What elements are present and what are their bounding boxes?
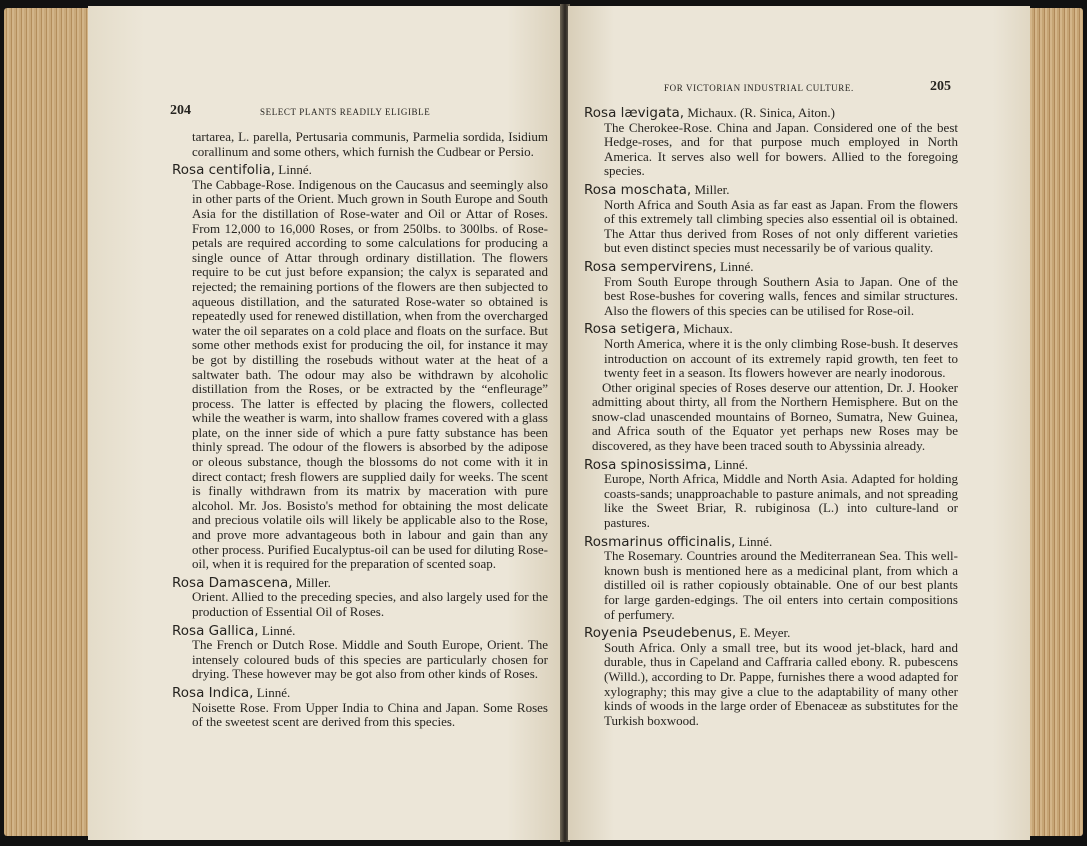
page-number-right: 205	[930, 79, 951, 94]
left-page-edges	[4, 8, 90, 836]
entry-title: Royenia Pseudebenus, E. Meyer.	[584, 625, 791, 642]
entry-text: The Cabbage-Rose. Indigenous on the Caucasus and seemingly also in other parts of the Orient. Much grown in South Europe and South Asia for the distillation of Rose-water and Oil or Attar of Roses. From 12,000 to 16,000 Roses, or from 250lbs. to 300lbs. of Rose-petals are required according to some calculations for producing a single ounce of Attar through ordinary distillation. The flowers require to be cut just before expansion; the calyx is separated and rejected; the remaining portions of the flowers are then subjected to aqueous distillation, and the saturated Rose-water so obtained is repeatedly used for renewed distillation, when from the overcharged water the oil separates on a cold place and floats on the surface. But some other methods exist for producing the oil, for instance it may be got by distilling the rosebuds without water at the heat of a saltwater bath. The odour may also be withdrawn by alcoholic distillation from the Roses, or be extracted by the “enfleurage” process. The latter is effected by placing the flowers, collected while the weather is warm, into shallow frames covered with a glass plate, on the inner side of which a pure fatty substance has been thinly spread. The odour of the flowers is absorbed by the adipose or oleous substance, though the blossoms do not come with it in direct contact; fresh flowers are supplied daily for weeks. The scent is finally withdrawn from its matrix by maceration with pure alcohol. Mr. Jos. Bosisto's method for obtaining the most delicate and precious volatile oils will likely be applicable also to the Rose, and prove more advantageous both in labour and gain than any other process. Purified Eucalyptus-oil can be used for diluting Rose-oil, when it is required for the preparation of scented soap.	[192, 176, 548, 572]
entry-title: Rosa centifolia, Linné.	[172, 162, 312, 179]
running-head-right: FOR VICTORIAN INDUSTRIAL CULTURE.	[664, 83, 854, 93]
left-page	[88, 6, 564, 840]
entry-title: Rosa Indica, Linné.	[172, 684, 291, 701]
entry-text: From South Europe through Southern Asia to Japan. One of the best Rose-bushes for covering walls, fences and similar structures. Also the flowers of this species can be utilised for Rose-oil.	[604, 273, 958, 318]
entry-title: Rosa moschata, Miller.	[584, 181, 730, 198]
entry-title: Rosa sempervirens, Linné.	[584, 258, 754, 275]
right-page	[568, 6, 1030, 840]
entry-text: The French or Dutch Rose. Middle and South Europe, Orient. The intensely coloured buds of this species are particularly chosen for drying. These however may be got also from other kinds of Roses.	[192, 637, 548, 682]
entry-text: North Africa and South Asia as far east as Japan. From the flowers of this extremely tall climbing species also essential oil is obtained. The Attar thus derived from Roses of not only different varieties but even distinct species must necessarily be of various quality.	[604, 196, 958, 256]
entry-text: The Cherokee-Rose. China and Japan. Considered one of the best Hedge-roses, and for that purpose much employed in North America. It serves also well for bowers. Allied to the foregoing species.	[604, 119, 958, 179]
entry-text: Noisette Rose. From Upper India to China and Japan. Some Roses of the sweetest scent are derived from this species.	[192, 699, 548, 730]
intro-paragraph: tartarea, L. parella, Pertusaria communis, Parmelia sordida, Isidium corallinum and some others, which furnish the Cudbear or Persio.	[192, 129, 548, 159]
entry-title: Rosa setigera, Michaux.	[584, 321, 733, 338]
entry-title: Rosa Damascena, Miller.	[172, 574, 331, 591]
right-page-text	[584, 102, 958, 728]
entry-text: The Rosemary. Countries around the Mediterranean Sea. This well-known bush is mentioned here as a medicinal plant, from which a distilled oil is rather copiously obtainable. One of our best plants for large garden-edgings. The oil enters into certain compositions of perfumery.	[604, 548, 958, 622]
entry-text: South Africa. Only a small tree, but its wood jet-black, hard and durable, thus in Capeland and Caffraria called ebony. R. pubescens (Willd.), according to Dr. Pappe, furnishes there a wood adapted for xylography; this may give a clue to the adaptability of many other kinds of woods in the large order of Ebenaceæ as substitutes for the Turkish boxwood.	[604, 639, 958, 728]
entry-text: Europe, North Africa, Middle and North Asia. Adapted for holding coasts-sands; unapproachable to pasture animals, and not spreading like the Sweet Briar, R. rubiginosa (L.) into culture-land or pastures.	[604, 471, 958, 531]
entry-text: Orient. Allied to the preceding species, and also largely used for the production of Essential Oil of Roses.	[192, 589, 548, 619]
entry-title: Rosa lævigata, Michaux. (R. Sinica, Aiton.)	[584, 105, 836, 121]
entry-title: Rosa Gallica, Linné.	[172, 622, 296, 639]
right-page-edges	[1027, 8, 1083, 836]
note-paragraph: Other original species of Roses deserve our attention, Dr. J. Hooker admitting about thirty, all from the Northern Hemisphere. But on the snow-clad unascended mountains of Borneo, Sumatra, New Guinea, and Africa south of the Equator yet perhaps new Roses may be discovered, as they have been traced south to Abyssinia already.	[592, 379, 958, 454]
entry-text: North America, where it is the only climbing Rose-bush. It deserves introduction on account of its extremely rapid growth, ten feet to twenty feet in a season. Its flowers however are nearly inodorous.	[604, 335, 958, 381]
page-number-left: 204	[170, 103, 191, 118]
entry-title: Rosa spinosissima, Linné.	[584, 456, 748, 473]
entry-title: Rosmarinus officinalis, Linné.	[584, 533, 773, 550]
left-page-text	[172, 130, 548, 730]
running-head-left: SELECT PLANTS READILY ELIGIBLE	[260, 107, 431, 117]
